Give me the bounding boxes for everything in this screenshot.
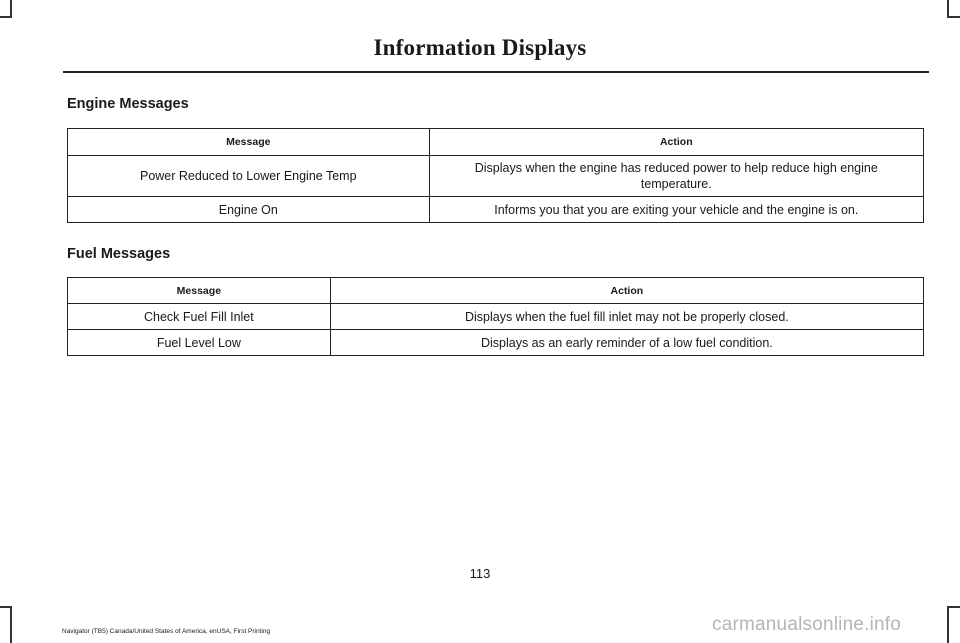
message-cell: Power Reduced to Lower Engine Temp <box>68 156 430 197</box>
table-row <box>68 330 924 356</box>
action-cell: Displays when the engine has reduced power to help reduce high engine temperature. <box>429 156 923 197</box>
message-cell: Fuel Level Low <box>68 330 331 356</box>
message-cell: Check Fuel Fill Inlet <box>68 304 331 330</box>
crop-mark-bottom-right-h <box>947 606 960 608</box>
column-header-message: Message <box>68 129 430 156</box>
table-header-row <box>68 129 924 156</box>
crop-mark-bottom-left-h <box>0 606 12 608</box>
fuel-messages-heading: Fuel Messages <box>67 246 171 262</box>
action-cell: Displays when the fuel fill inlet may not be properly closed. <box>330 304 923 330</box>
column-header-message: Message <box>68 278 331 304</box>
crop-mark-top-right-h <box>947 16 960 18</box>
table-row <box>68 304 924 330</box>
column-header-action: Action <box>330 278 923 304</box>
header-rule <box>63 71 929 73</box>
page-title: Information Displays <box>373 35 587 60</box>
crop-mark-top-left-h <box>0 16 12 18</box>
table-header-row <box>68 278 924 304</box>
crop-mark-bottom-left-v <box>10 606 12 643</box>
table-row <box>68 197 924 223</box>
watermark: carmanualsonline.info <box>712 614 902 635</box>
engine-messages-table <box>67 128 924 223</box>
table-row <box>68 156 924 197</box>
action-cell: Informs you that you are exiting your vehicle and the engine is on. <box>429 197 923 223</box>
action-cell: Displays as an early reminder of a low fuel condition. <box>330 330 923 356</box>
footer-text: Navigator (TB5) Canada/United States of America, enUSA, First Printing <box>62 628 271 635</box>
page-number: 113 <box>469 566 491 581</box>
crop-mark-bottom-right-v <box>947 606 949 643</box>
fuel-messages-table <box>67 277 924 356</box>
column-header-action: Action <box>429 129 923 156</box>
message-cell: Engine On <box>68 197 430 223</box>
engine-messages-heading: Engine Messages <box>67 96 189 112</box>
